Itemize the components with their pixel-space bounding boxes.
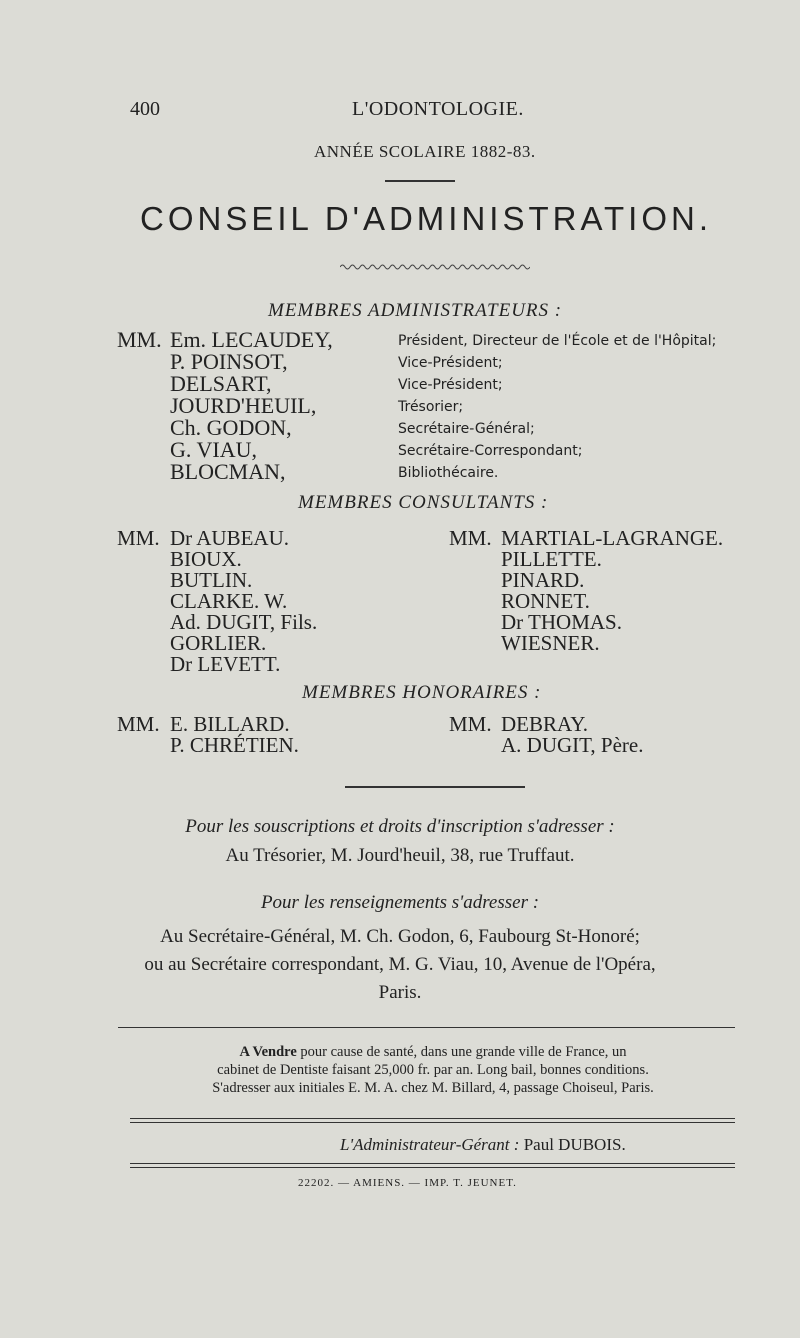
consultant-name: Dr AUBEAU. [170, 526, 289, 550]
consultant-name: RONNET. [501, 589, 590, 613]
honoraries-right-list [501, 714, 644, 756]
administrators-names [170, 329, 333, 483]
admin-name: Em. LECAUDEY, [170, 327, 333, 352]
honoraries-left-list [170, 714, 299, 756]
consultants-right-prefix: MM. [449, 526, 492, 550]
subscriptions-address: Au Trésorier, M. Jourd'heuil, 38, rue Truffaut. [225, 845, 575, 866]
journal-title: L'ODONTOLOGIE. [352, 98, 524, 120]
consultants-left-list [170, 528, 317, 675]
divider-rule [118, 1027, 735, 1028]
consultants-heading: MEMBRES CONSULTANTS : [298, 492, 549, 513]
admin-role: Secrétaire-Correspondant; [398, 443, 583, 459]
consultant-name: PINARD. [501, 568, 585, 592]
consultant-name: WIESNER. [501, 631, 600, 655]
admin-role: Président, Directeur de l'École et de l'Hôpital; [398, 333, 717, 349]
information-label: Pour les renseignements s'adresser : [260, 892, 540, 913]
school-year-heading: ANNÉE SCOLAIRE 1882-83. [314, 142, 536, 161]
divider-rule [130, 1118, 735, 1119]
consultant-name: BUTLIN. [170, 568, 253, 592]
admin-name: BLOCMAN, [170, 459, 286, 484]
admin-role: Vice-Président; [398, 377, 503, 393]
notice-text-line2: cabinet de Dentiste faisant 25,000 fr. par an. Long bail, bonnes conditions. [217, 1062, 649, 1078]
divider-rule [385, 180, 455, 182]
consultant-name: MARTIAL-LAGRANGE. [501, 526, 724, 550]
honoraries-right-prefix: MM. [449, 712, 492, 736]
administrators-roles [398, 330, 716, 484]
divider-rule [130, 1167, 735, 1168]
information-address-line3: Paris. [378, 982, 422, 1003]
consultant-name: BIOUX. [170, 547, 242, 571]
divider-rule [345, 786, 525, 788]
consultant-name: CLARKE. W. [170, 589, 288, 613]
consultant-name: GORLIER. [170, 631, 267, 655]
admin-role: Bibliothécaire. [398, 465, 499, 481]
consultant-name: Ad. DUGIT, Fils. [170, 610, 318, 634]
admin-role: Vice-Président; [398, 355, 503, 371]
printer-line: 22202. — AMIENS. — IMP. T. JEUNET. [298, 1177, 517, 1189]
information-address-line1: Au Secrétaire-Général, M. Ch. Godon, 6, Faubourg St-Honoré; [160, 926, 640, 947]
gerant-name: Paul DUBOIS. [523, 1135, 626, 1154]
honoraries-left-prefix: MM. [117, 712, 160, 736]
consultant-name: Dr THOMAS. [501, 610, 622, 634]
main-title: CONSEIL D'ADMINISTRATION. [140, 200, 713, 237]
administrators-heading: MEMBRES ADMINISTRATEURS : [268, 300, 563, 321]
admin-name: DELSART, [170, 371, 272, 396]
gerant-label: L'Administrateur-Gérant : [340, 1135, 520, 1154]
wavy-ornament [340, 262, 530, 272]
admin-role: Secrétaire-Général; [398, 421, 535, 437]
notice-text-line1: pour cause de santé, dans une grande ville de France, un [296, 1044, 627, 1060]
honorary-name: A. DUGIT, Père. [501, 733, 644, 757]
admin-role: Trésorier; [398, 399, 464, 415]
admin-name: Ch. GODON, [170, 415, 292, 440]
divider-rule [130, 1163, 735, 1164]
admin-name: JOURD'HEUIL, [170, 393, 317, 418]
admin-name: G. VIAU, [170, 437, 257, 462]
honoraries-heading: MEMBRES HONORAIRES : [302, 682, 542, 703]
notice-text-line3: S'adresser aux initiales E. M. A. chez M. Billard, 4, passage Choiseul, Paris. [212, 1080, 654, 1096]
honorary-name: P. CHRÉTIEN. [170, 733, 299, 757]
consultant-name: PILLETTE. [501, 547, 602, 571]
consultants-left-prefix: MM. [117, 526, 160, 550]
administrators-prefix: MM. [117, 327, 162, 352]
administrator-manager [340, 1135, 626, 1155]
consultant-name: Dr LEVETT. [170, 652, 281, 676]
divider-rule [130, 1122, 735, 1123]
page-number: 400 [130, 98, 160, 120]
admin-name: P. POINSOT, [170, 349, 288, 374]
subscriptions-label: Pour les souscriptions et droits d'inscription s'adresser : [185, 816, 615, 837]
notice-lead: A Vendre [239, 1044, 297, 1060]
honorary-name: DEBRAY. [501, 712, 588, 736]
for-sale-notice [113, 1043, 753, 1097]
consultants-right-list [501, 528, 723, 654]
honorary-name: E. BILLARD. [170, 712, 290, 736]
information-address-line2: ou au Secrétaire correspondant, M. G. Viau, 10, Avenue de l'Opéra, [144, 954, 656, 975]
